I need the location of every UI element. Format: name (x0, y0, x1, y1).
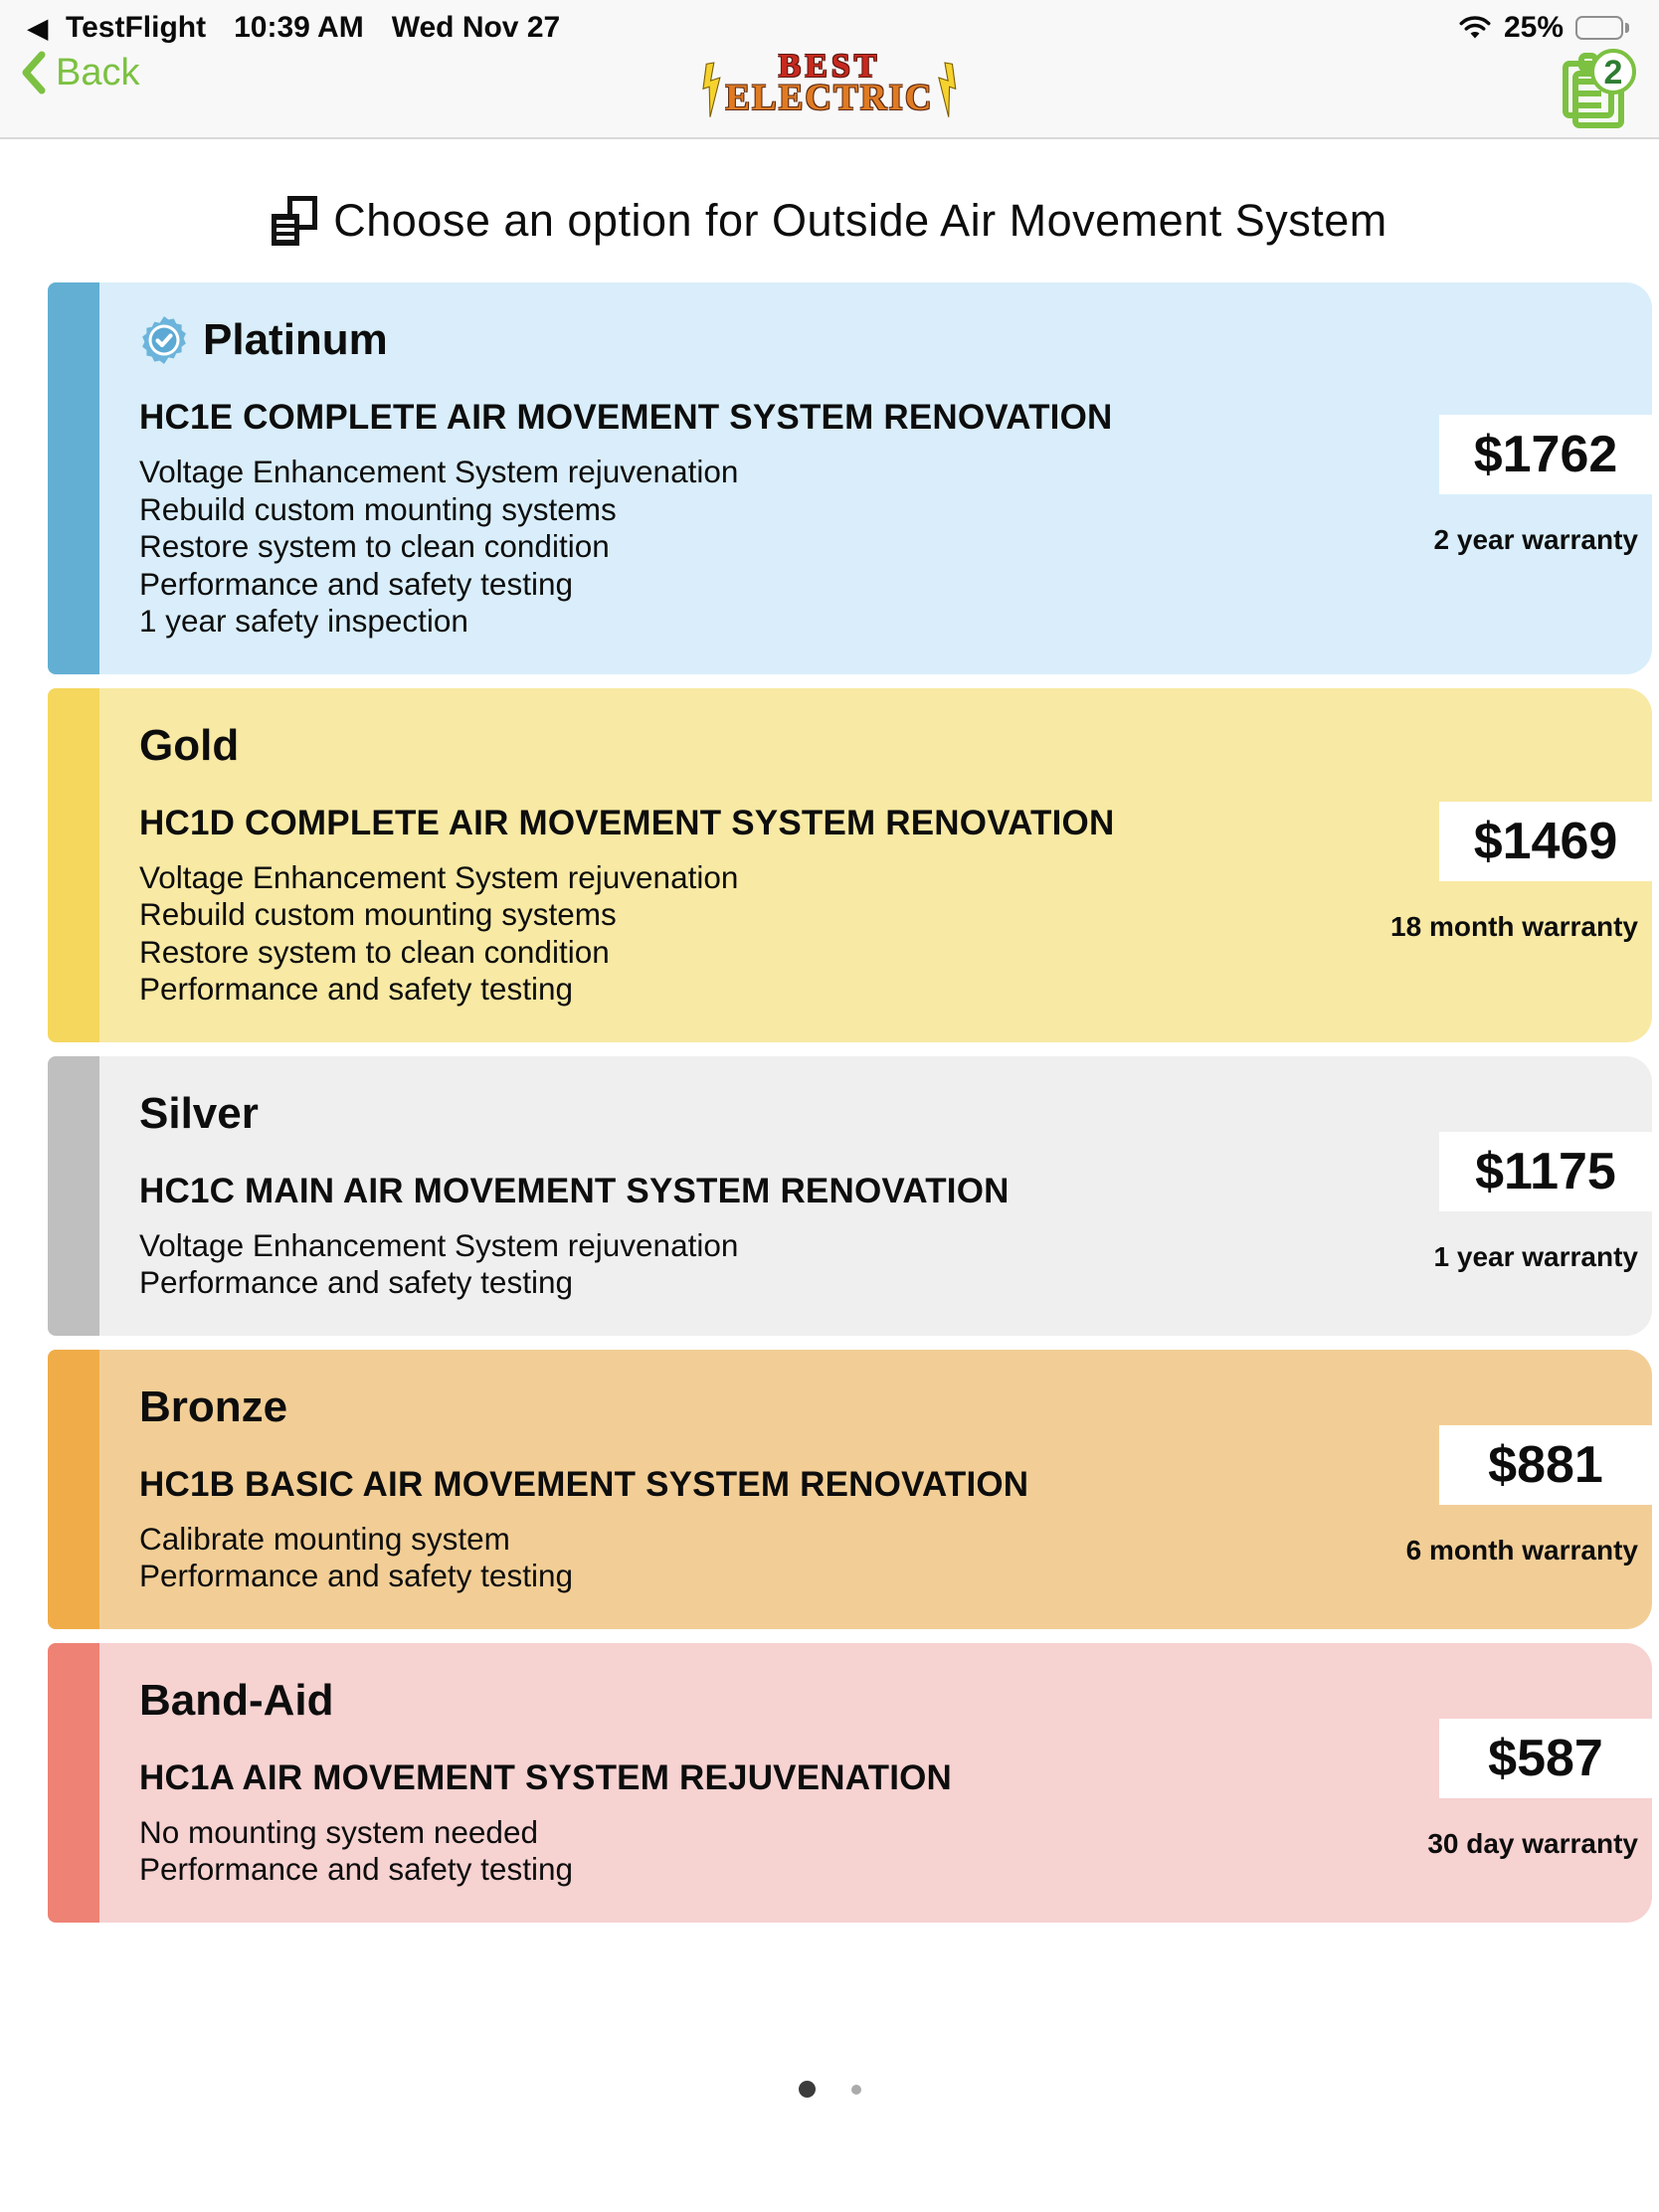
option-card-platinum[interactable] (48, 282, 1652, 674)
cart-badge-count: 2 (1603, 54, 1623, 92)
tier-name: Bronze (139, 1382, 288, 1431)
status-time: 10:39 AM (234, 11, 364, 44)
estimate-list-button[interactable] (1552, 42, 1637, 129)
tier-name: Band-Aid (139, 1675, 334, 1725)
feature-line: Voltage Enhancement System rejuvenation (139, 454, 739, 489)
page-dot-active[interactable] (799, 2081, 816, 2098)
option-card-gold[interactable] (48, 688, 1652, 1042)
feature-list (139, 454, 1344, 641)
warranty-label: 2 year warranty (1433, 523, 1638, 555)
feature-line: Rebuild custom mounting systems (139, 896, 617, 932)
feature-line: Calibrate mounting system (139, 1520, 510, 1557)
feature-list (139, 1521, 1344, 1595)
feature-line: No mounting system needed (139, 1813, 538, 1850)
tier-name: Gold (139, 720, 240, 770)
price-column (1344, 1056, 1652, 1336)
price-box: $1175 (1439, 1132, 1652, 1211)
tier-badge-icon (139, 315, 189, 365)
status-bar-left (28, 11, 560, 45)
wifi-icon (1458, 15, 1492, 41)
feature-list (139, 1814, 1344, 1889)
price-box: $1762 (1439, 415, 1652, 494)
feature-line: Performance and safety testing (139, 1851, 573, 1887)
back-chevron-icon (18, 48, 48, 97)
logo-line1: BEST (778, 48, 881, 85)
back-button-label: Back (56, 51, 140, 93)
service-title: HC1D COMPLETE AIR MOVEMENT SYSTEM RENOVATION (139, 803, 1115, 842)
page-title-row (0, 195, 1659, 247)
price-column (1344, 688, 1652, 1042)
header-chrome (0, 0, 1659, 139)
back-button[interactable] (18, 48, 139, 97)
feature-line: Restore system to clean condition (139, 528, 610, 564)
back-to-app-triangle-icon[interactable]: ◀ (28, 13, 48, 43)
warranty-label: 30 day warranty (1427, 1828, 1638, 1859)
feature-line: Restore system to clean condition (139, 933, 610, 970)
feature-line: 1 year safety inspection (139, 603, 468, 639)
price-box: $587 (1439, 1719, 1652, 1798)
back-to-app-label[interactable]: TestFlight (66, 11, 207, 44)
service-title: HC1E COMPLETE AIR MOVEMENT SYSTEM RENOVATION (139, 398, 1113, 437)
tier-name: Platinum (203, 315, 388, 364)
price-box: $881 (1439, 1425, 1652, 1505)
card-body (99, 282, 1344, 674)
price-box: $1469 (1439, 802, 1652, 881)
feature-line: Performance and safety testing (139, 565, 573, 602)
company-logo (697, 50, 961, 116)
feature-line: Performance and safety testing (139, 1264, 573, 1300)
feature-line: Performance and safety testing (139, 1558, 573, 1593)
service-title: HC1C MAIN AIR MOVEMENT SYSTEM RENOVATION (139, 1171, 1010, 1210)
price-column (1344, 1643, 1652, 1923)
warranty-label: 1 year warranty (1433, 1241, 1638, 1272)
status-bar-right (1458, 11, 1629, 45)
nav-bar (0, 48, 1659, 137)
price-column (1344, 282, 1652, 674)
feature-list (139, 1227, 1344, 1302)
battery-percent: 25% (1503, 11, 1564, 44)
feature-line: Voltage Enhancement System rejuvenation (139, 858, 739, 895)
status-date: Wed Nov 27 (391, 11, 561, 44)
card-body (99, 1643, 1344, 1923)
card-accent-stripe (48, 1643, 99, 1923)
card-body (99, 688, 1344, 1042)
option-card-band-aid[interactable] (48, 1643, 1652, 1923)
warranty-label: 6 month warranty (1405, 1535, 1638, 1566)
logo-line2: ELECTRIC (725, 78, 934, 118)
option-card-silver[interactable] (48, 1056, 1652, 1336)
feature-line: Voltage Enhancement System rejuvenation (139, 1226, 739, 1263)
card-accent-stripe (48, 688, 99, 1042)
tier-name: Silver (139, 1088, 259, 1138)
page-title: Choose an option for Outside Air Movement System (333, 195, 1387, 246)
page-indicator (0, 2081, 1659, 2098)
status-bar (0, 0, 1659, 48)
feature-line: Rebuild custom mounting systems (139, 490, 617, 527)
page-dot[interactable] (851, 2085, 861, 2095)
card-accent-stripe (48, 282, 99, 674)
warranty-label: 18 month warranty (1390, 910, 1638, 942)
price-column (1344, 1350, 1652, 1629)
service-title: HC1B BASIC AIR MOVEMENT SYSTEM RENOVATION (139, 1464, 1029, 1504)
feature-list (139, 859, 1344, 1009)
battery-icon (1575, 16, 1629, 40)
card-accent-stripe (48, 1056, 99, 1336)
service-title: HC1A AIR MOVEMENT SYSTEM REJUVENATION (139, 1757, 953, 1797)
card-body (99, 1056, 1344, 1336)
card-accent-stripe (48, 1350, 99, 1629)
options-icon (272, 196, 317, 246)
feature-line: Performance and safety testing (139, 971, 573, 1007)
card-body (99, 1350, 1344, 1629)
option-cards-list (0, 282, 1659, 1923)
option-card-bronze[interactable] (48, 1350, 1652, 1629)
